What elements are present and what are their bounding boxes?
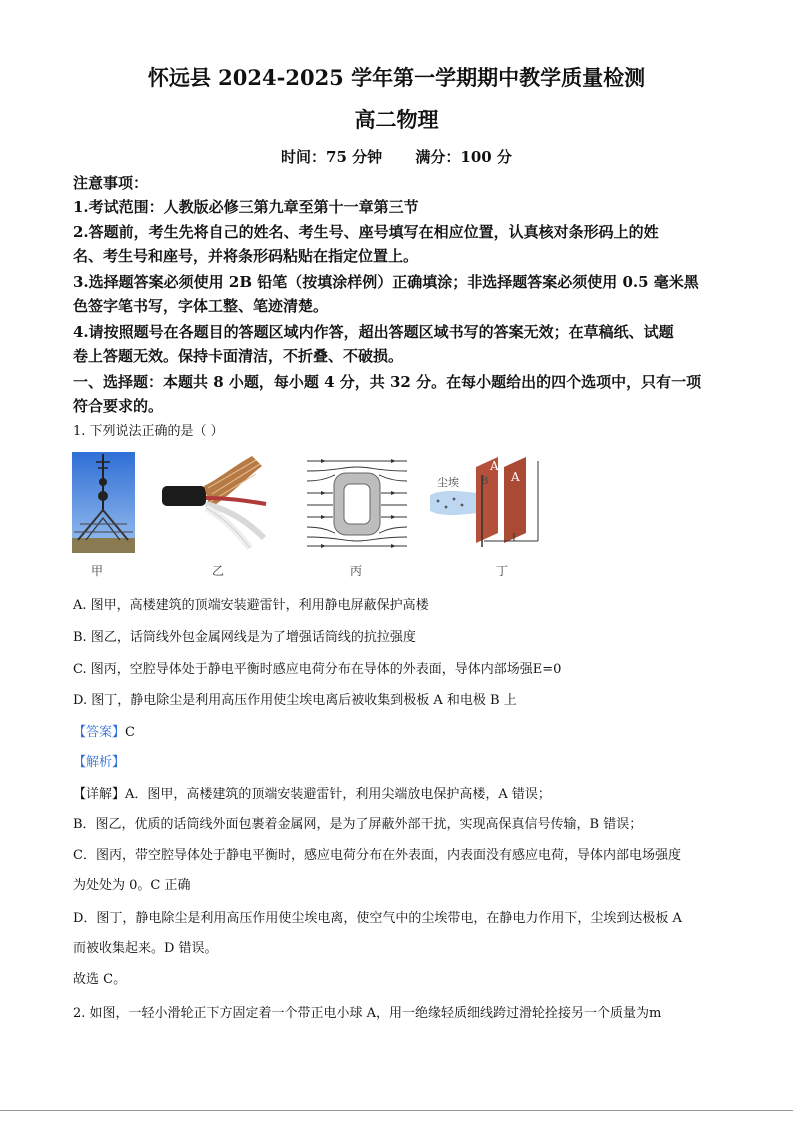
option-a: A. 图甲，高楼建筑的顶端安装避雷针，利用静电屏蔽保护高楼 <box>73 598 429 613</box>
caption-ding: 丁 <box>496 564 509 578</box>
caption-jia: 甲 <box>91 564 104 578</box>
plate-a-label: A <box>490 459 499 473</box>
option-b: B. 图乙，话筒线外包金属网线是为了增强话筒线的抗拉强度 <box>73 630 416 645</box>
question-2-stem: 2. 如图，一轻小滑轮正下方固定着一个带正电小球 A，用一绝缘轻质细线跨过滑轮拴接另一个质量为m <box>73 1006 662 1021</box>
analysis-tag: 【解析】 <box>73 755 126 770</box>
option-c: C. 图丙，空腔导体处于静电平衡时感应电荷分布在导体的外表面，导体内部场强E=0 <box>73 662 562 677</box>
detail-line: D．图丁，静电除尘是利用高压作用使尘埃电离，使空气中的尘埃带电，在静电力作用下，尘埃到达极板 A <box>73 911 682 926</box>
figure-electrostatic-precipitator <box>428 455 548 555</box>
note-line: 4.请按照题号在各题目的答题区域内作答，超出答题区域书写的答案无效；在草稿纸、试题 <box>73 323 674 341</box>
answer-tag: 【答案】 <box>73 725 126 740</box>
note-line: 卷上答题无效。保持卡面清洁，不折叠、不破损。 <box>73 347 404 365</box>
time-limit: 时间：75 分钟 <box>281 148 383 166</box>
electrode-b-label: B <box>481 476 489 487</box>
detail-tag: 【详解】 <box>73 787 126 802</box>
answer-value: C <box>125 725 135 740</box>
section-heading: 一、选择题：本题共 8 小题，每小题 4 分，共 32 分。在每小题给出的四个选项中，只有一项 <box>73 373 702 391</box>
page-bottom-rule <box>0 1110 793 1111</box>
detail-line: 而被收集起来。D 错误。 <box>73 941 218 956</box>
question-1-stem: 1. 下列说法正确的是（ ） <box>73 424 224 439</box>
detail-line: C．图丙，带空腔导体处于静电平衡时，感应电荷分布在外表面，内表面没有感应电荷，导体内部电场强度 <box>73 848 681 863</box>
caption-bing: 丙 <box>350 564 363 578</box>
notes-heading: 注意事项： <box>73 174 149 192</box>
exam-meta <box>0 146 793 167</box>
figure-shielded-cable <box>160 452 270 552</box>
answer-line <box>73 723 723 743</box>
plate-a-label-2: A <box>511 470 520 484</box>
note-line: 3.选择题答案必须使用 2B 铅笔（按填涂样例）正确填涂；非选择题答案必须使用 0.5 毫米黑 <box>73 273 699 291</box>
exam-title: 怀远县 2024-2025 学年第一学期期中教学质量检测 <box>147 65 646 90</box>
note-line: 1.考试范围：人教版必修三第九章至第十一章第三节 <box>73 198 419 216</box>
detail-line: B．图乙，优质的话筒线外面包裹着金属网，是为了屏蔽外部干扰，实现高保真信号传输，B 错误； <box>73 817 643 832</box>
option-d: D. 图丁，静电除尘是利用高压作用使尘埃电离后被收集到极板 A 和电极 B 上 <box>73 693 517 708</box>
detail-line <box>73 785 723 805</box>
figure-hollow-conductor <box>307 455 407 550</box>
note-line: 色签字笔书写，字体工整、笔迹清楚。 <box>73 297 329 315</box>
note-line: 名、考生号和座号，并将条形码粘贴在指定位置上。 <box>73 247 419 265</box>
figure-lightning-rod <box>72 452 135 553</box>
subject-title: 高二物理 <box>354 107 439 132</box>
full-score: 满分：100 分 <box>415 148 512 166</box>
detail-conclusion: 故选 C。 <box>73 972 127 987</box>
section-heading-cont: 符合要求的。 <box>73 397 164 415</box>
detail-line: 为处处为 0。C 正确 <box>73 878 191 893</box>
dust-label: 尘埃 <box>437 476 459 489</box>
note-line: 2.答题前，考生先将自己的姓名、考生号、座号填写在相应位置，认真核对条形码上的姓 <box>73 223 659 241</box>
caption-yi: 乙 <box>212 564 225 578</box>
detail-text: A．图甲，高楼建筑的顶端安装避雷针，利用尖端放电保护高楼，A 错误； <box>125 787 551 802</box>
